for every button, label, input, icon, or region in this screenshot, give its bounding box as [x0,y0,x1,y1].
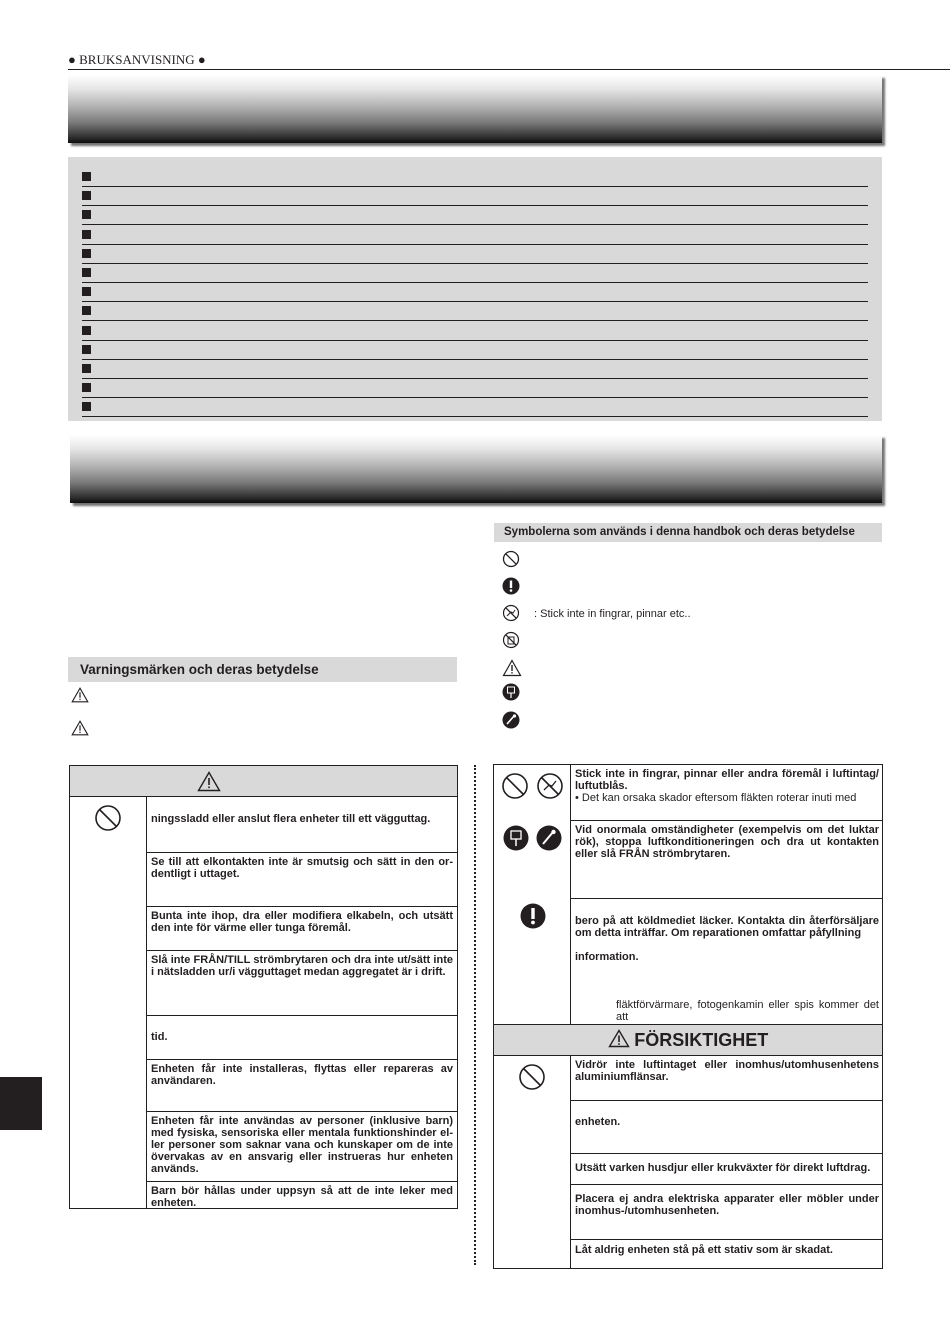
caution-row-1: Vidrör inte luftintaget eller inomhus/utomhusenhetens aluminiumflänsar. [575,1059,879,1083]
caution-header [494,1024,882,1056]
safety-banner [70,435,882,503]
caution-row-4: Placera ej andra elektriska apparater eller möbler under inomhus-/utomhusenheten. [571,1184,882,1239]
toc-bullet-icon [82,172,91,181]
symbols-list [502,550,882,740]
warning-triangle-icon [71,687,89,703]
warning-triangle-icon [502,659,522,677]
contents-banner [68,75,882,143]
no-fingers-icon [502,604,520,622]
toc-row [82,340,868,360]
toc-row [82,167,868,187]
caution-triangle-icon [71,720,89,736]
prohibition-icon [94,804,122,832]
toc-bullet-icon [82,306,91,315]
warning-row-3: Bunta inte ihop, dra eller modifiera elkabeln, och utsätt den inte för värme eller tunga föremål. [147,906,457,950]
toc-bullet-icon [82,326,91,335]
right-safety-table [493,764,883,1269]
column-separator [474,765,476,1265]
symbol-row-prohibition [502,550,882,570]
symbol-row-mandatory [502,577,882,597]
caution-row-2: enheten. [571,1100,882,1153]
toc-row [82,397,868,417]
prohibition-icon [501,772,529,800]
symbol-row-unplug [502,683,882,703]
caution-row-3: Utsätt varken husdjur eller krukväxter för direkt luftdrag. [571,1153,882,1184]
right-row-3-line-1: bero på att köldmediet läcker. Kontakta din återförsäljare om detta inträffar. Om reparationen omfattar påfyllning [575,915,879,939]
warning-row-6: Enheten får inte installeras, flyttas eller repareras av användaren. [147,1059,457,1111]
right-row-2: Vid onormala omständigheter (exempelvis om det luktar rök), stoppa luftkonditioneringen och dra ut kontakten eller slå FRÅN strömbrytaren. [571,820,882,898]
warning-table [69,765,458,1209]
right-row-3-line-3: fläktförvärmare, fotogenkamin eller spis kommer det att [616,999,879,1023]
unplug-icon [503,825,529,851]
prohibition-icon [518,1063,546,1091]
toc-row [82,359,868,379]
symbols-section-title: Symbolerna som används i denna handbok och deras betydelse [494,523,882,542]
symbol-row-switch-off [502,711,882,731]
right-row-1-title: Stick inte in fingrar, pinnar eller andra föremål i luftintag/ luftutblås. [575,768,879,792]
warning-triangle-icon [197,771,221,792]
toc-bullet-icon [82,287,91,296]
warning-row-5: tid. [147,1015,457,1059]
toc-bullet-icon [82,249,91,258]
warning-table-header [70,766,457,797]
toc-row [82,282,868,302]
symbol-row-no-wet-hands [502,631,882,651]
toc-row [82,186,868,206]
toc-row [82,244,868,264]
right-row-3 [571,898,882,1024]
warning-row-8: Barn bör hållas under uppsyn så att de inte leker med enheten. [147,1181,457,1208]
caution-title: FÖRSIKTIGHET [634,1030,769,1050]
toc-row [82,263,868,283]
warning-table-body [70,797,457,1208]
toc-row [82,205,868,225]
right-row-3-line-2: information. [575,951,639,963]
header-rule [68,69,950,70]
right-row-1 [571,765,882,820]
language-side-tab [0,1077,42,1130]
toc-bullet-icon [82,210,91,219]
toc-bullet-icon [82,364,91,373]
toc-bullet-icon [82,268,91,277]
toc-row [82,321,868,341]
toc-row [82,378,868,398]
warning-row-7: Enheten får inte användas av personer (inklusive barn) med fysiska, sensoriska eller mentala funktionshinder el-ler personer som saknar vana och kunskaper om de inte övervakas av en ansvarig eller instrueras hur enheten används. [147,1111,457,1181]
toc-bullet-icon [82,402,91,411]
prohibition-icon [502,550,520,568]
unplug-icon [502,683,520,701]
mandatory-icon [520,903,546,929]
warning-row-1: ningssladd eller anslut flera enheter till ett vägguttag. [151,813,431,825]
no-fingers-text: : Stick inte in fingrar, pinnar etc.. [534,608,691,620]
no-wet-hands-icon [502,631,520,649]
symbol-row-no-fingers [502,604,882,624]
right-warning-section [494,765,882,1024]
caution-row-5: Låt aldrig enheten stå på ett stativ som är skadat. [571,1239,882,1268]
caution-triangle-icon [608,1029,630,1048]
toc-bullet-icon [82,345,91,354]
no-fingers-icon [536,772,564,800]
switch-off-icon [536,825,562,851]
toc-row [82,225,868,245]
toc-row [82,301,868,321]
switch-off-icon [502,711,520,729]
manual-header-label: ● BRUKSANVISNING ● [68,52,206,67]
warning-row-2: Se till att elkontakten inte är smutsig och sätt in den or-dentligt i uttaget. [147,852,457,906]
warning-marks-title: Varningsmärken och deras betydelse [68,657,457,682]
toc-bullet-icon [82,191,91,200]
warning-row-4: Slå inte FRÅN/TILL strömbrytaren och dra inte ut/sätt inte i nätsladden ur/i vägguttaget medan aggregatet är i drift. [147,950,457,1015]
table-of-contents [68,157,882,421]
mandatory-icon [502,577,520,595]
symbol-row-warning [502,659,882,679]
toc-bullet-icon [82,383,91,392]
right-row-1-bullet: • Det kan orsaka skador eftersom fläkten roterar inuti med [575,792,857,804]
caution-section [494,1056,882,1268]
toc-bullet-icon [82,230,91,239]
